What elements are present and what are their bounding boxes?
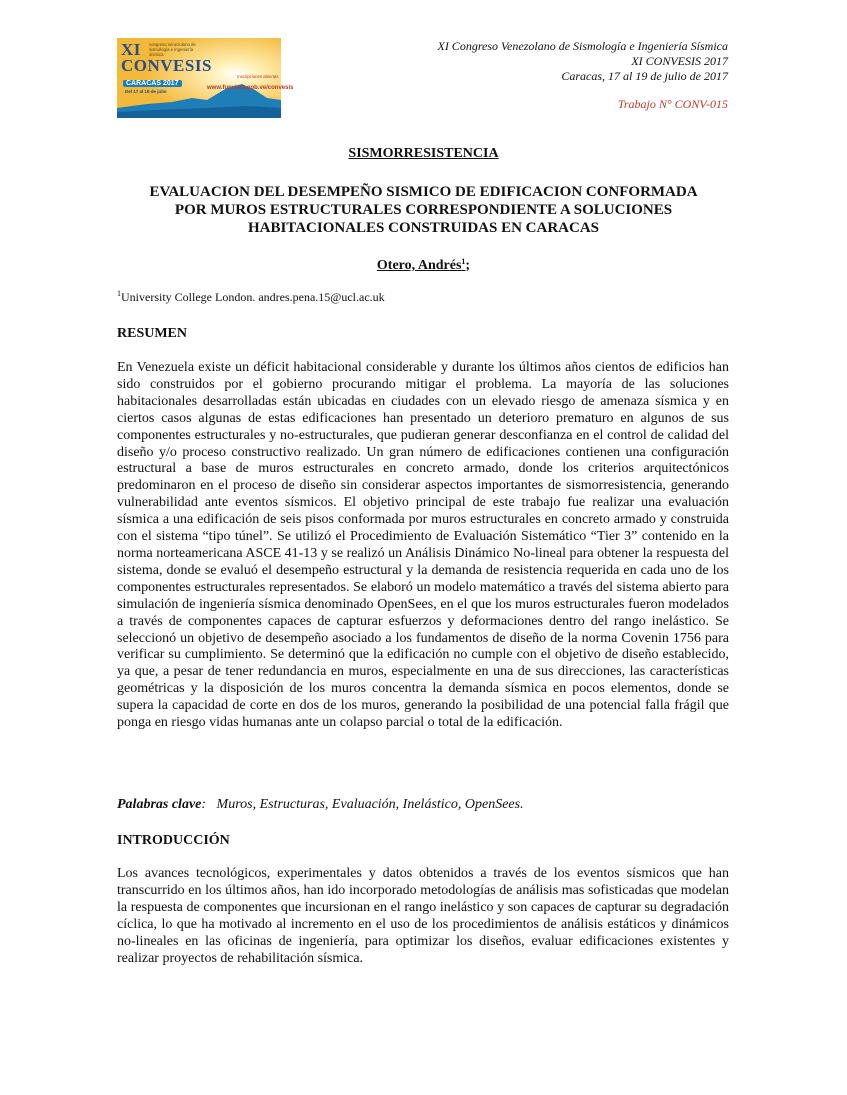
intro-heading: INTRODUCCIÓN [117, 833, 230, 848]
keywords-label: Palabras clave [117, 797, 202, 812]
author-suffix: ; [465, 258, 471, 273]
title-line: HABITACIONALES CONSTRUIDAS EN CARACAS [247, 220, 600, 236]
logo-xi: XI [121, 40, 141, 59]
conference-header [437, 39, 728, 112]
title-line: POR MUROS ESTRUCTURALES CORRESPONDIENTE A SOLUCIONES [174, 202, 673, 218]
abstract-body: En Venezuela existe un déficit habitacional considerable y durante los últimos años cientos de edificios han sido construidos por el gobierno procurando mitigar el problema. La mayoría de las soluciones habitacionales desarrolladas están ubicadas en ciudades con un elevado riesgo de amenaza sísmica y en ciertos casos algunas de estas edificaciones han presentado un deterioro prematuro en algunos de sus componentes estructurales y no-estructurales, que pudieran generar desconfianza en el control de calidad del diseño y/o proceso constructivo realizado. Un gran número de edificaciones contienen una configuración estructural a base de muros estructurales en concreto armado, donde los criterios arquitectónicos predominaron en el proceso de diseño sin considerar aspectos importantes de sismorresistencia, generando vulnerabilidad ante eventos sísmicos. El objetivo principal de este trabajo fue realizar una evaluación sísmica a una edificación de seis pisos conformada por muros estructurales en concreto armado y construida con el sistema “tipo túnel”. Se utilizó el Procedimiento de Evaluación Sistemático “Tier 3” contenido en la norma norteamericana ASCE 41-13 y se realizó un Análisis Dinámico No-lineal para obtener la respuesta del sistema, donde se evaluó el desempeño estructural y la demanda de resistencia requerida en cada uno de los componentes estructurales representados. Se elaboró un modelo matemático a través del sistema abierto para simulación de ingeniería sísmica denominado OpenSees, en el que los muros estructurales fueron modelados a través de componentes capaces de capturar esfuerzos y deformaciones dentro del rango inelástico. Se seleccionó un objetivo de desempeño asociado a los fundamentos de diseño de la norma Covenin 1756 para verificar su cumplimiento. Se determinó que la edificación no cumple con el objetivo de diseño establecido, ya que, a pesar de tener redundancia en muros, especialmente en una de sus direcciones, las características geométricas y la disposición de los muros concentra la demanda sísmica en pocos elementos, donde se supera la capacidad de corte en dos de los muros, generando la posibilidad de una potencial falla frágil que ponga en riesgo vidas humanas ante un colapso parcial o total de la edificación. [117, 360, 729, 731]
abstract-heading: RESUMEN [117, 326, 188, 341]
author-line [0, 258, 847, 274]
affiliation-text: University College London. andres.pena.15@ucl.ac.uk [121, 290, 385, 304]
keywords-list: Muros, Estructuras, Evaluación, Inelástico, OpenSees. [216, 797, 524, 812]
author-affil-mark: 1 [461, 257, 466, 266]
logo-url: www.funvisis.gob.ve/convesis [207, 85, 294, 91]
logo-convesis: CONVESIS [121, 56, 212, 75]
logo-city-badge: CARACAS 2017 [123, 80, 182, 87]
conference-short-name: XI CONVESIS 2017 [631, 54, 728, 68]
title-line: EVALUACION DEL DESEMPEÑO SISMICO DE EDIFICACION CONFORMADA [149, 184, 698, 200]
keywords [117, 797, 524, 813]
work-id: Trabajo N° CONV-015 [617, 97, 728, 111]
conference-name: XI Congreso Venezolano de Sismología e Ingeniería Sísmica [437, 39, 728, 53]
affiliation-mark: 1 [117, 289, 121, 298]
topic-heading: SISMORRESISTENCIA [348, 146, 499, 161]
convesis-logo [117, 38, 294, 118]
keywords-colon: : [201, 797, 207, 812]
logo-inscriptions: Inscripciones abiertas [237, 74, 279, 79]
logo-subtitle: congreso venezolano de sismología e ingeniería sísmica [149, 42, 196, 57]
conference-place-date: Caracas, 17 al 19 de julio de 2017 [561, 69, 728, 83]
affiliation [117, 290, 385, 305]
intro-body: Los avances tecnológicos, experimentales y datos obtenidos a través de los eventos sísmicos que han transcurrido en los últimos años, han ido incorporado metodologías de análisis mas sofisticadas que modelan la respuesta de componentes que incursionan en el rango inelástico y son capaces de capturar su degradación cíclica, lo que ha motivado al incremento en el uso de los procedimientos de análisis estáticos y dinámicos no-lineales en las oficinas de ingeniería, para optimizar los diseños, evaluar edificaciones existentes y realizar proyectos de rehabilitación sísmica. [117, 866, 729, 966]
paper-title [110, 183, 737, 237]
logo-dates: Del 17 al 19 de julio [125, 89, 167, 94]
author-name: Otero, Andrés [376, 258, 462, 273]
